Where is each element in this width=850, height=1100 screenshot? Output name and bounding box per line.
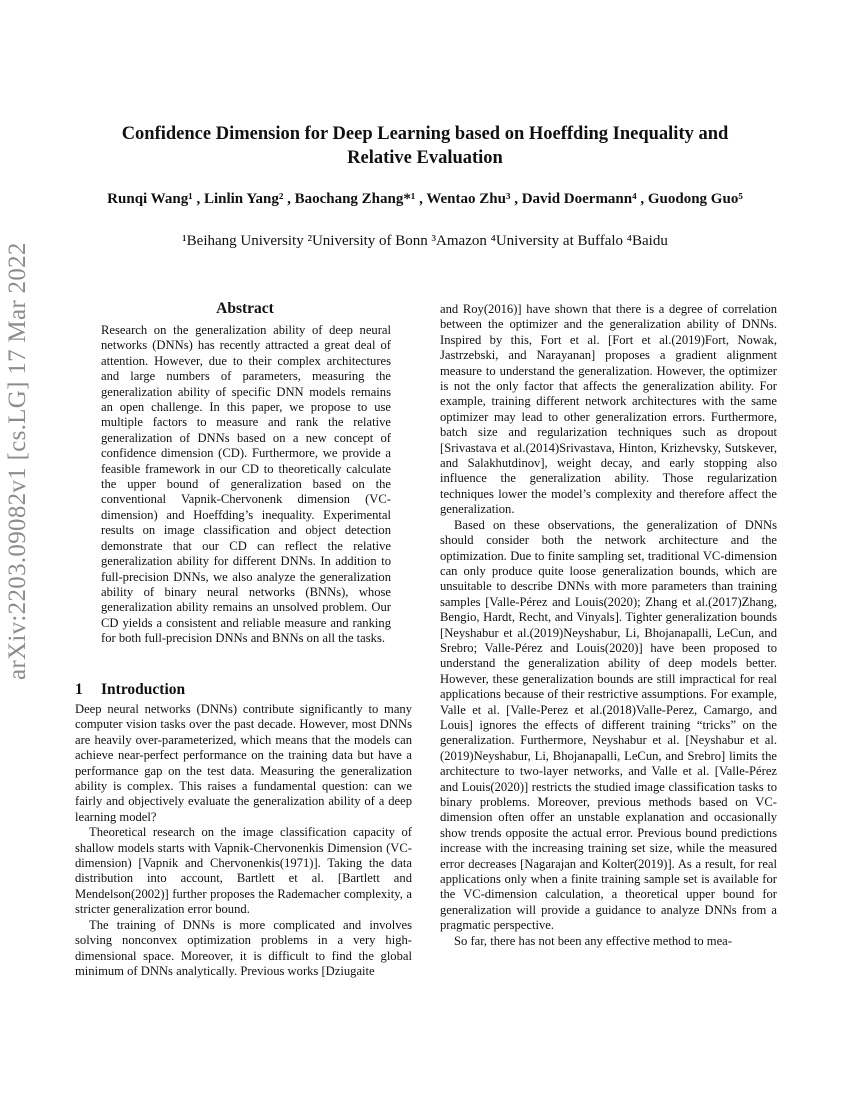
section-number: 1 — [75, 681, 83, 698]
section-heading-introduction — [75, 681, 405, 699]
right-paragraph-1: and Roy(2016)] have shown that there is a degree of correlation between the optimizer and the generalization ability of DNNs. Inspired by this, Fort et al. [Fort et al.(2019)Fort, Nowak, Jastrzebski, and Narayanan] proposes a gradient alignment measure to understand the generalization. However, the optimizer is not the only factor that affects the generalization ability. For example, training different network architectures with the same optimizer may lead to other generalization errors. Furthermore, batch size and regularization techniques such as dropout [Srivastava et al.(2014)Srivastava, Hinton, Krizhevsky, Sutskever, and Salakhutdinov], weight decay, and early stopping also influence the generalization ability. Those regularization techniques lower the model’s complexity and therefore affect the generalization. — [440, 302, 777, 517]
right-paragraph-3: So far, there has not been any effective method to mea- — [454, 933, 732, 948]
intro-paragraph-2: Theoretical research on the image classification capacity of shallow models starts with Vapnik-Chervonenkis Dimension (VC-dimension) [Vapnik and Chervonenkis(1971)]. Taking the data distribution into account, Bartlett et al. [Bartlett and Mendelson(2002)] further proposes the Rademacher complexity, a stricter generalization error bound. — [75, 825, 412, 917]
abstract-heading: Abstract — [216, 300, 274, 317]
author-list: Runqi Wang¹ , Linlin Yang² , Baochang Zhang*¹ , Wentao Zhu³ , David Doermann⁴ , Guodong Guo⁵ — [107, 191, 743, 207]
paper-title: Confidence Dimension for Deep Learning based on Hoeffding Inequality and Relative Evaluation — [121, 124, 729, 168]
right-column-body — [440, 302, 777, 949]
intro-paragraph-1: Deep neural networks (DNNs) contribute significantly to many computer vision tasks over the past decade. However, most DNNs are heavily over-parameterized, which means that the models can achieve near-perfect performance on the training data but have a performance gap on the test data. Measuring the generalization ability is complex. This raises a fundamental question: can we fairly and objectively evaluate the generalization ability of a deep learning model? — [75, 702, 412, 824]
introduction-body — [75, 702, 412, 979]
section-title: Introduction — [101, 681, 186, 698]
affiliations: ¹Beihang University ²University of Bonn ³Amazon ⁴University at Buffalo ⁴Baidu — [182, 233, 668, 249]
abstract-text: Research on the generalization ability of deep neural networks (DNNs) has recently attracted a great deal of attention. However, due to their complex architectures and large numbers of parameters, measuring the generalization ability of specific DNN models remains an open challenge. In this paper, we propose to use multiple factors to measure and rank the relative generalization of DNNs based on a new concept of confidence dimension (CD). Furthermore, we provide a feasible framework in our CD to theoretically calculate the upper bound of generalization based on the conventional Vapnik-Chervonenk dimension (VC-dimension) and Hoeffding’s inequality. Experimental results on image classification and object detection demonstrate that our CD can reflect the relative generalization ability for different DNNs. In addition to full-precision DNNs, we also analyze the generalization ability of binary neural networks (BNNs), whose generalization ability remains an unsolved problem. Our CD yields a consistent and reliable measure and ranking for both full-precision DNNs and BNNs on all the tasks. — [101, 323, 391, 646]
intro-paragraph-3: The training of DNNs is more complicated and involves solving nonconvex optimization problems in a very high-dimensional space. Moreover, it is difficult to find the global minimum of DNNs analytically. Previous works [Dziugaite — [75, 917, 412, 978]
arxiv-id[interactable]: arXiv:2203.09082v1 [cs.LG] 17 Mar 2022 — [4, 242, 31, 680]
right-paragraph-2: Based on these observations, the generalization of DNNs should consider both the network architecture and the optimization. Due to finite sampling set, traditional VC-dimension can only produce quite loose generalization bounds, which are unsuitable to describe DNNs with more parameters than training samples [Valle-Pérez and Louis(2020); Zhang et al.(2017)Zhang, Bengio, Hardt, Recht, and Vinyals]. Tighter generalization bounds [Neyshabur et al.(2019)Neyshabur, Li, Bhojanapalli, LeCun, and Srebro; Valle-Pérez and Louis(2020)] have been proposed to understand the generalization ability of deep models better. However, these generalization bounds are still impractical for real applications because of their restrictive assumptions. For example, Valle et al. [Valle-Perez et al.(2018)Valle-Perez, Camargo, and Louis] ignores the effects of different training “tricks” on the generalization. Furthermore, Neyshabur et al. [Neyshabur et al.(2019)Neyshabur, Li, Bhojanapalli, LeCun, and Srebro] limits the architecture to two-layer networks, and Valle et al. [Valle-Pérez and Louis(2020)] restricts the studied image classification tasks to binary problems. Moreover, previous methods based on VC-dimension often offer an unstable explanation and occasionally show trends opposite the actual error. Previous bound predictions increase with the increasing training set size, while the measured error decreases [Nagarajan and Kolter(2019)]. As a result, for real applications only when a finite training sample set is available for the VC-dimension calculation, a theoretical upper bound for generalization will provide a guidance to analyze DNNs from a pragmatic perspective. — [440, 517, 777, 933]
